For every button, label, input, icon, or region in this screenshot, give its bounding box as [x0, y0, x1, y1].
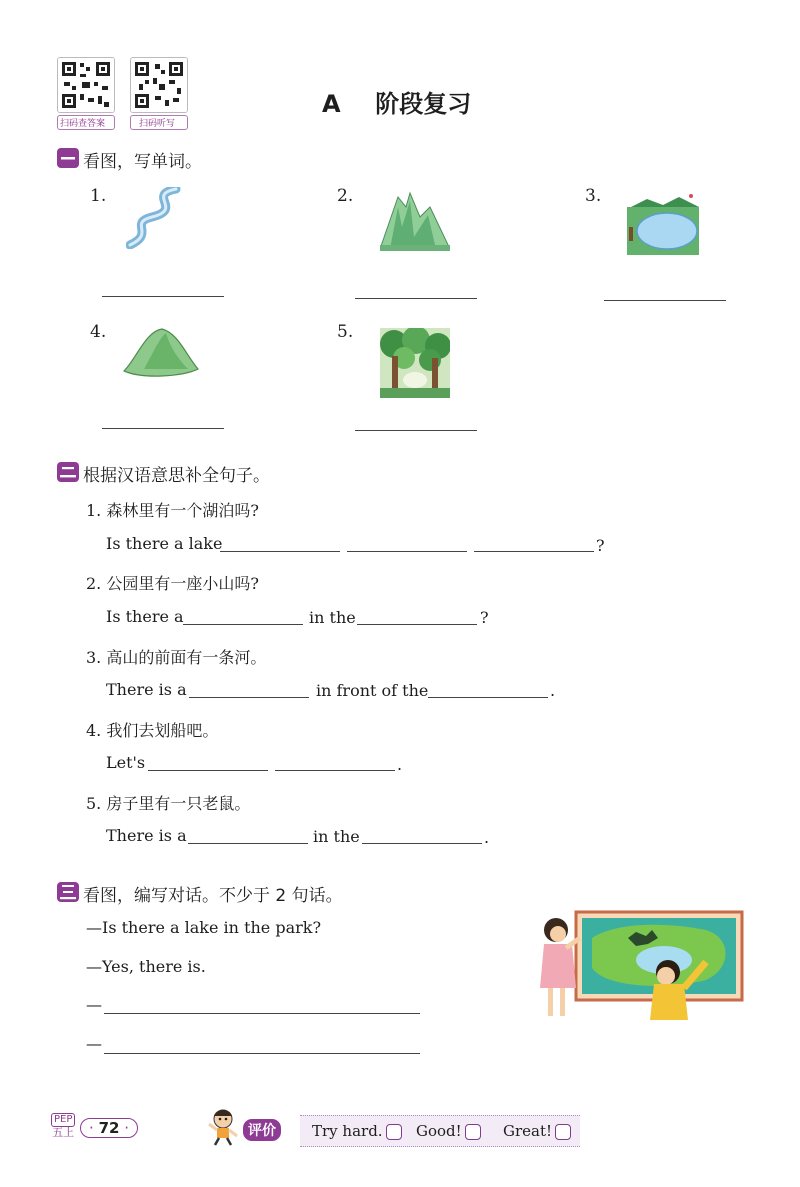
section-badge-1	[57, 148, 79, 168]
punctuation: .	[550, 681, 556, 700]
mountain-icon	[380, 187, 450, 251]
river-icon	[126, 187, 188, 249]
question-text: in the	[309, 608, 356, 627]
punctuation: .	[484, 828, 490, 847]
question-text: Is there a lake	[106, 534, 223, 553]
page-number: 72	[98, 1119, 120, 1137]
question-chinese: 5. 房子里有一只老鼠。	[86, 794, 251, 813]
option-label: Try hard.	[312, 1122, 383, 1140]
item-number: 3.	[585, 186, 602, 206]
hill-icon	[122, 325, 200, 381]
evaluation-option-great[interactable]	[503, 1122, 571, 1140]
answer-blank[interactable]	[148, 770, 268, 771]
item-number: 5.	[337, 322, 354, 342]
edition-top: PEP	[51, 1113, 75, 1127]
answer-blank[interactable]	[357, 624, 477, 625]
answer-line[interactable]	[355, 298, 477, 299]
edition-label	[51, 1113, 75, 1139]
answer-line[interactable]	[102, 296, 224, 297]
answer-blank[interactable]	[275, 770, 395, 771]
page-number-pill: · 72 ·	[80, 1118, 138, 1138]
question-chinese: 3. 高山的前面有一条河。	[86, 648, 267, 667]
qr-caption-answers: 扫码查答案	[57, 115, 115, 130]
punctuation: .	[397, 755, 403, 774]
evaluation-option-good[interactable]	[416, 1122, 481, 1140]
dialogue-answer-line[interactable]	[104, 1053, 420, 1054]
page-title-text: 阶段复习	[375, 90, 472, 118]
answer-blank[interactable]	[362, 843, 482, 844]
qr-caption-dictation: 扫码听写	[130, 115, 188, 130]
page-title	[322, 84, 471, 119]
answer-blank[interactable]	[428, 697, 548, 698]
page-title-letter: A	[322, 90, 341, 118]
question-chinese: 1. 森林里有一个湖泊吗?	[86, 501, 259, 520]
evaluation-label: 评价	[243, 1119, 281, 1141]
edition-bottom: 五上	[52, 1126, 75, 1139]
question-text: There is a	[106, 680, 187, 699]
answer-blank[interactable]	[474, 551, 594, 552]
checkbox-icon[interactable]	[386, 1124, 402, 1140]
option-label: Great!	[503, 1122, 553, 1140]
children-looking-at-park-map-icon	[536, 908, 746, 1020]
punctuation: ?	[480, 608, 489, 627]
dialogue-dash: —	[86, 995, 102, 1014]
qr-code-dictation[interactable]	[130, 57, 188, 130]
question-text: Let's	[106, 753, 146, 772]
dialogue-dash: —	[86, 1034, 102, 1053]
section-badge-2	[57, 462, 79, 482]
dialogue-line: —Is there a lake in the park?	[86, 918, 322, 937]
question-chinese: 2. 公园里有一座小山吗?	[86, 574, 259, 593]
question-text: There is a	[106, 826, 187, 845]
section-badge-3	[57, 882, 79, 902]
item-number: 4.	[90, 322, 107, 342]
question-text: in front of the	[316, 681, 429, 700]
item-number: 2.	[337, 186, 354, 206]
answer-blank[interactable]	[189, 697, 309, 698]
numeral-two-icon	[57, 462, 79, 482]
lake-icon	[627, 193, 699, 255]
punctuation: ?	[596, 536, 605, 555]
numeral-three-icon	[57, 882, 79, 902]
answer-blank[interactable]	[220, 551, 340, 552]
answer-blank[interactable]	[347, 551, 467, 552]
answer-line[interactable]	[604, 300, 726, 301]
section-title-2: 根据汉语意思补全句子。	[83, 466, 270, 486]
qr-code-answers[interactable]	[57, 57, 115, 130]
answer-line[interactable]	[102, 428, 224, 429]
answer-line[interactable]	[355, 430, 477, 431]
item-number: 1.	[90, 186, 107, 206]
dialogue-answer-line[interactable]	[104, 1013, 420, 1014]
checkbox-icon[interactable]	[555, 1124, 571, 1140]
dialogue-line: —Yes, there is.	[86, 957, 206, 976]
cartoon-boy-icon	[206, 1108, 240, 1146]
answer-blank[interactable]	[183, 624, 303, 625]
question-text: Is there a	[106, 607, 184, 626]
question-chinese: 4. 我们去划船吧。	[86, 721, 219, 740]
section-title-1: 看图，写单词。	[83, 152, 202, 172]
qr-code-icon	[130, 57, 188, 113]
numeral-one-icon	[57, 148, 79, 168]
question-text: in the	[313, 827, 360, 846]
answer-blank[interactable]	[188, 843, 308, 844]
question-english	[106, 534, 222, 553]
option-label: Good!	[416, 1122, 462, 1140]
forest-icon	[380, 328, 450, 398]
evaluation-option-try-hard[interactable]	[312, 1122, 402, 1140]
checkbox-icon[interactable]	[465, 1124, 481, 1140]
qr-code-icon	[57, 57, 115, 113]
section-title-3: 看图，编写对话。不少于 2 句话。	[83, 886, 343, 906]
